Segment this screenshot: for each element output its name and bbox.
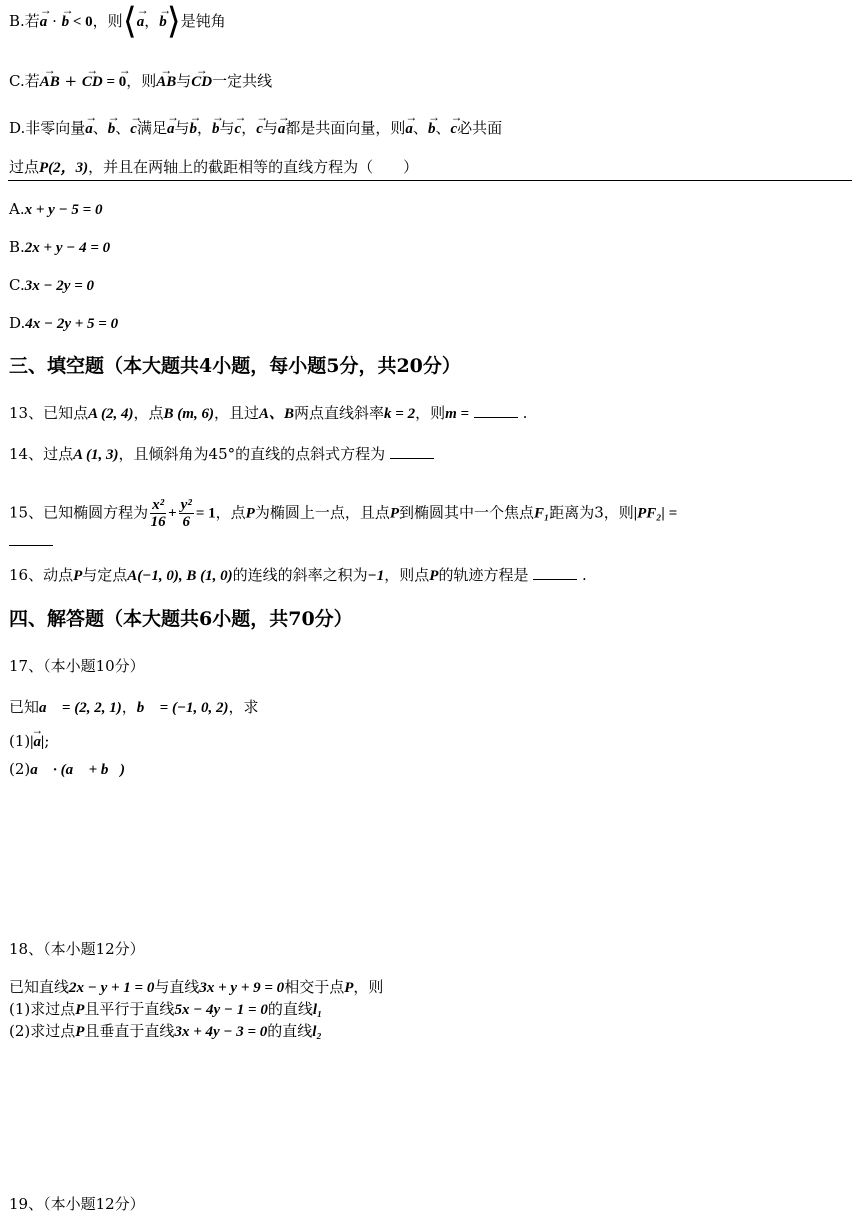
angle-open: ⟨ (122, 1, 137, 42)
frac-den: 6 (182, 514, 190, 530)
q14-t2: ，且倾斜角为45°的直线的点斜式方程为 (118, 445, 386, 463)
q13-t4: 两点直线斜率 (294, 404, 385, 422)
vector-cd: → CD (82, 71, 103, 93)
option-d-prefix: D.非零向量 (9, 119, 86, 137)
q12-option-a[interactable] (9, 198, 102, 221)
option-d-t6: 与 (262, 119, 278, 137)
option-c-link: 与 (176, 72, 192, 90)
q17-header: 17、（本小题10分） (9, 657, 145, 675)
q18-line-2: 3x + y + 9 = 0 (199, 980, 285, 996)
option-d-t1: 满足 (136, 119, 167, 137)
q13-num: 13、 (9, 404, 44, 422)
q17-p2-label: (2) (9, 760, 31, 778)
q12-option-d[interactable] (9, 312, 118, 335)
q18-given-t2: 与直线 (154, 978, 200, 996)
q12-stem-suffix: ，并且在两轴上的截距相等的直线方程为（ ） (88, 158, 419, 176)
q13-m: m = (445, 406, 470, 422)
q18-p2-t1: (2)求过点 (9, 1022, 76, 1040)
q16-t2: 与定点 (82, 566, 128, 584)
option-d-t7: 都是共面向量，则 (285, 119, 406, 137)
q18-given (9, 976, 383, 999)
q16-points: A(−1, 0), B (1, 0) (127, 568, 233, 584)
option-d-prev: D.非零向量→ a、→ b、→ c满足→ a与→ b，→ b与→ c，→ c与→ a都是共面向量，则→ a、→ b、→ c必共面 (9, 117, 502, 140)
q18-line-1: 2x − y + 1 = 0 (69, 980, 155, 996)
option-d-t2: 与 (174, 119, 190, 137)
q13-t3: ，且过 (213, 404, 259, 422)
option-c-prefix: C.若 (9, 72, 40, 90)
vector-ab: → AB (40, 71, 60, 93)
q15-p2: P (389, 505, 400, 522)
option-b-suffix: 是钝角 (180, 12, 226, 30)
option-d-t4: 与 (219, 119, 235, 137)
q17-p1-end: ; (44, 732, 50, 750)
q17-given-prefix: 已知 (9, 698, 40, 716)
q18-p1-name: l₁ (312, 1002, 323, 1018)
option-c-mid: ，则 (126, 72, 157, 90)
zero-vector: → 0 (119, 71, 127, 93)
q13-t5: ，则 (415, 404, 446, 422)
q18-p1-t1: (1)求过点 (9, 1000, 76, 1018)
q18-p2-t2: 且垂直于直线 (84, 1022, 175, 1040)
q15-p: P (245, 505, 255, 522)
q18-p2-name: l₂ (312, 1024, 322, 1040)
q15-plus: + (168, 505, 177, 522)
q13-end: . (522, 404, 528, 422)
frac-num: x² (152, 497, 165, 513)
q17-given (9, 696, 259, 719)
q13 (9, 402, 527, 425)
option-d-t5: ， (241, 119, 257, 137)
q12-point: P(2，3) (39, 160, 89, 176)
fraction-y (179, 497, 194, 530)
q16-p: P (73, 568, 83, 584)
angle-close: ⟩ (166, 1, 181, 42)
q18-header: 18、（本小题12分） (9, 940, 145, 958)
q13-slope: k = 2 (384, 406, 416, 422)
q15-f1: F₁ (534, 505, 550, 522)
q15-pf2: |PF₂| = (633, 505, 678, 522)
option-label: A. (9, 200, 25, 218)
q15-t3: 为椭圆上一点，且点 (254, 503, 390, 522)
q16-t1: 动点 (43, 566, 74, 584)
q13-t1: 已知点 (43, 404, 89, 422)
q16-num: 16、 (9, 566, 44, 584)
q15 (9, 497, 677, 530)
answer-blank[interactable] (9, 533, 53, 546)
q18-part-2 (9, 1020, 322, 1043)
q16-val: −1 (367, 568, 385, 584)
q17-part-1 (9, 730, 49, 753)
section-4-title: 四、解答题（本大题共6小题，共70分） (9, 608, 353, 630)
q18-part-1 (9, 998, 322, 1021)
option-b-prev: B.若→ a · → b < 0，则⟨→ a，→ b⟩是钝角 (9, 10, 226, 33)
q18-given-t4: ，则 (353, 978, 384, 996)
q18-p1-point: P (75, 1002, 85, 1018)
q13-point-a: A (2, 4) (88, 406, 134, 422)
q18-p1-t3: 的直线 (267, 1000, 313, 1018)
q16-p2: P (429, 568, 439, 584)
q14 (9, 443, 434, 466)
answer-blank[interactable] (533, 567, 577, 580)
divider-rule (8, 180, 852, 181)
q15-t2: ，点 (215, 503, 246, 522)
q15-eq: = 1 (195, 505, 216, 522)
option-b-prefix: B.若 (9, 12, 40, 30)
q12-stem (9, 156, 418, 179)
q15-t5: 距离为3，则 (549, 503, 634, 522)
q17-given-suffix: ，求 (228, 698, 259, 716)
q17-p1-expr: → |a| (30, 731, 44, 753)
q18-p2-line: 3x + 4y − 3 = 0 (174, 1024, 268, 1040)
option-label: D. (9, 314, 26, 332)
q16-t4: ，则点 (384, 566, 430, 584)
q16-t5: 的轨迹方程是 (438, 566, 529, 584)
q13-point-b: B (m, 6) (163, 406, 214, 422)
section-3-title: 三、填空题（本大题共4小题，每小题5分，共20分） (9, 355, 461, 377)
vector-b: → b (62, 11, 70, 33)
option-label: C. (9, 276, 25, 294)
q17-p1-label: (1) (9, 732, 31, 750)
q13-t2: ，点 (133, 404, 164, 422)
q15-num: 15、 (9, 503, 44, 522)
option-expr: 2x + y − 4 = 0 (24, 240, 111, 256)
q12-stem-prefix: 过点 (9, 158, 40, 176)
q18-p2-t3: 的直线 (267, 1022, 313, 1040)
q16-t3: 的连线的斜率之积为 (232, 566, 368, 584)
q13-points: A、B (258, 406, 294, 422)
option-b-mid: ，则 (92, 12, 123, 30)
q18-p2-point: P (75, 1024, 85, 1040)
q16-end: . (582, 566, 587, 584)
q15-answer-line (9, 530, 53, 552)
q17-vector-b: b⃗ = (−1, 0, 2) (136, 700, 229, 716)
q12-option-c[interactable] (9, 274, 94, 297)
frac-den: 16 (150, 514, 166, 530)
q12-option-b[interactable] (9, 236, 110, 259)
answer-blank[interactable] (474, 405, 518, 418)
q14-t1: 过点 (43, 445, 74, 463)
q14-num: 14、 (9, 445, 44, 463)
option-d-suffix: 必共面 (457, 119, 503, 137)
option-expr: 4x − 2y + 5 = 0 (25, 316, 119, 332)
frac-num: y² (180, 497, 192, 513)
q18-p1-t2: 且平行于直线 (84, 1000, 175, 1018)
q15-t4: 到椭圆其中一个焦点 (399, 503, 535, 522)
q17-p2-expr: a⃗ · (a⃗ + b⃗) (30, 762, 126, 778)
q17-part-2 (9, 758, 125, 781)
q18-p1-line: 5x − 4y − 1 = 0 (174, 1002, 268, 1018)
option-d-t3: ， (197, 119, 213, 137)
option-c-prev: C.若→ AB + → CD = → 0，则→ AB与→ CD一定共线 (9, 70, 272, 93)
option-expr: x + y − 5 = 0 (24, 202, 103, 218)
q18-given-t1: 已知直线 (9, 978, 70, 996)
fraction-x (150, 497, 166, 530)
q16 (9, 564, 587, 587)
answer-blank[interactable] (390, 446, 434, 459)
q18-point-p: P (344, 980, 354, 996)
q14-point-a: A (1, 3) (73, 447, 119, 463)
vector-a: → a (40, 11, 48, 33)
option-c-suffix: 一定共线 (212, 72, 273, 90)
option-label: B. (9, 238, 25, 256)
q15-t1: 已知椭圆方程为 (43, 503, 149, 522)
q18-given-t3: 相交于点 (284, 978, 345, 996)
q19-header: 19、（本小题12分） (9, 1195, 145, 1213)
option-expr: 3x − 2y = 0 (24, 278, 95, 294)
q17-vector-a: a⃗ = (2, 2, 1) (39, 700, 122, 716)
q17-sep: ， (121, 698, 137, 716)
